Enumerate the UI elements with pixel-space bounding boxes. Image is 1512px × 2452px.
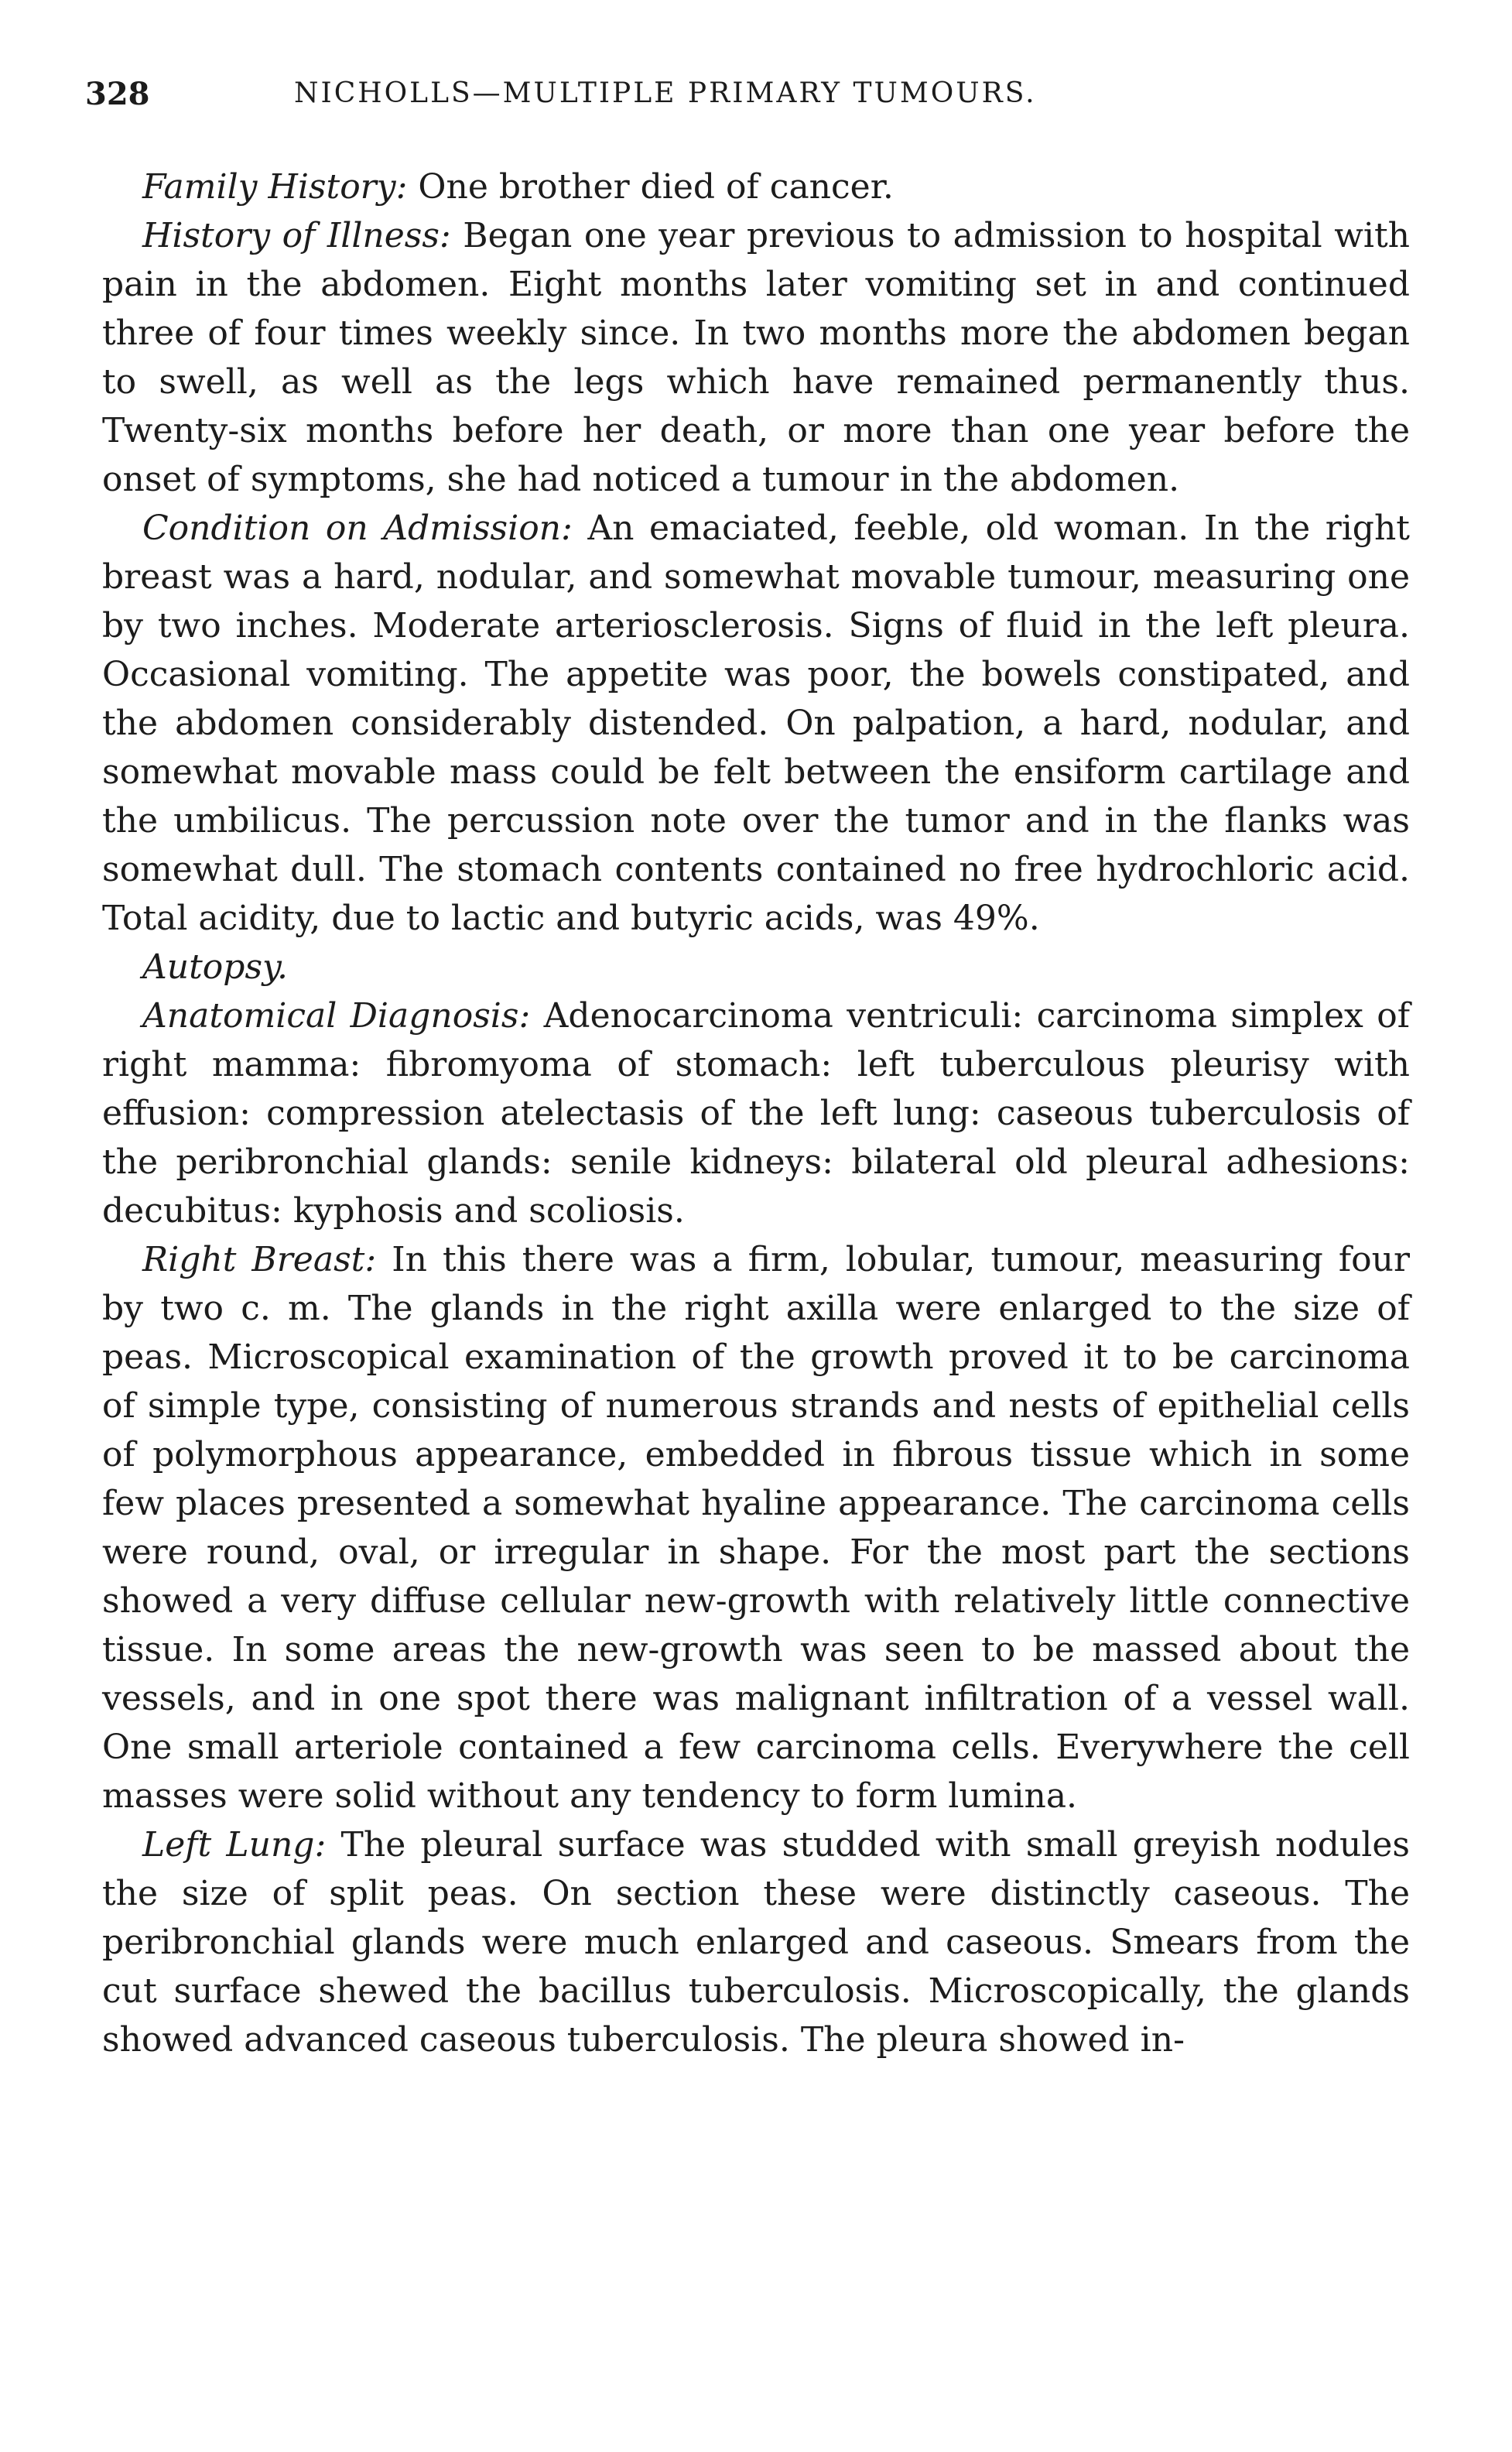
body-text	[102, 163, 1410, 2064]
paragraph-left-lung	[102, 1820, 1410, 2064]
paragraph-text: In this there was a firm, lobular, tumour, measuring four by two c. m. The glands in the right axilla were enlarged to the size of peas. Microscopical examination of the growth proved it to be carcinoma of simple type, consisting of numerous strands and nests of epithelial cells of polymorphous appearance, embedded in fibrous tissue which in some few places presented a somewhat hyaline appearance. The carcinoma cells were round, oval, or irregular in shape. For the most part the sections showed a very diffuse cellular new-growth with relatively little connective tissue. In some areas the new-growth was seen to be massed about the vessels, and in one spot there was malignant infiltration of a vessel wall. One small arteriole contained a few carcinoma cells. Everywhere the cell masses were solid without any tendency to form lumina.	[102, 1240, 1410, 1816]
paragraph-history-of-illness	[102, 211, 1410, 504]
paragraph-condition-on-admission	[102, 504, 1410, 943]
running-head: NICHOLLS—MULTIPLE PRIMARY TUMOURS.	[294, 77, 1037, 109]
paragraph-text: One brother died of cancer.	[418, 167, 894, 207]
section-label: Right Breast:	[142, 1240, 377, 1279]
paragraph-autopsy	[102, 943, 1410, 991]
paragraph-text: An emaciated, feeble, old woman. In the right breast was a hard, nodular, and somewhat movable tumour, measuring one by two inches. Moderate arteriosclerosis. Signs of fluid in the left pleura. Occasional vomiting. The appetite was poor, the bowels constipated, and the abdomen considerably distended. On palpation, a hard, nodular, and somewhat movable mass could be felt between the ensiform cartilage and the umbilicus. The percussion note over the tumor and in the flanks was somewhat dull. The stomach contents contained no free hydrochloric acid. Total acidity, due to lactic and butyric acids, was 49%.	[102, 509, 1410, 938]
page-number: 328	[85, 76, 150, 112]
paragraph-anatomical-diagnosis	[102, 991, 1410, 1235]
paragraph-right-breast	[102, 1235, 1410, 1820]
paragraph-text: The pleural surface was studded with small greyish nodules the size of split peas. On section these were distinctly caseous. The peribronchial glands were much enlarged and caseous. Smears from the cut surface shewed the bacillus tuberculosis. Microscopically, the glands showed advanced caseous tuberculosis. The pleura showed in-	[102, 1825, 1411, 2060]
section-label: Anatomical Diagnosis:	[142, 996, 531, 1036]
section-heading: Autopsy.	[142, 947, 289, 987]
section-label: Condition on Admission:	[142, 509, 573, 548]
paragraph-text: Adenocarcinoma ventriculi: carcinoma simplex of right mamma: fibromyoma of stomach: left tuberculous pleurisy with effusion: compression atelectasis of the left lung: caseous tuberculosis of the peribronchial glands: senile kidneys: bilateral old pleural adhesions: decubitus: kyphosis and scoliosis.	[102, 996, 1410, 1231]
page-header	[85, 76, 1416, 122]
section-label: Left Lung:	[142, 1825, 327, 1865]
paragraph-family-history	[102, 163, 1410, 211]
section-label: History of Illness:	[142, 216, 451, 255]
paragraph-text: Began one year previous to admission to hospital with pain in the abdomen. Eight months later vomiting set in and continued three of four times weekly since. In two months more the abdomen began to swell, as well as the legs which have remained permanently thus. Twenty-six months before her death, or more than one year before the onset of symptoms, she had noticed a tumour in the abdomen.	[102, 216, 1410, 499]
section-label: Family History:	[142, 167, 408, 207]
